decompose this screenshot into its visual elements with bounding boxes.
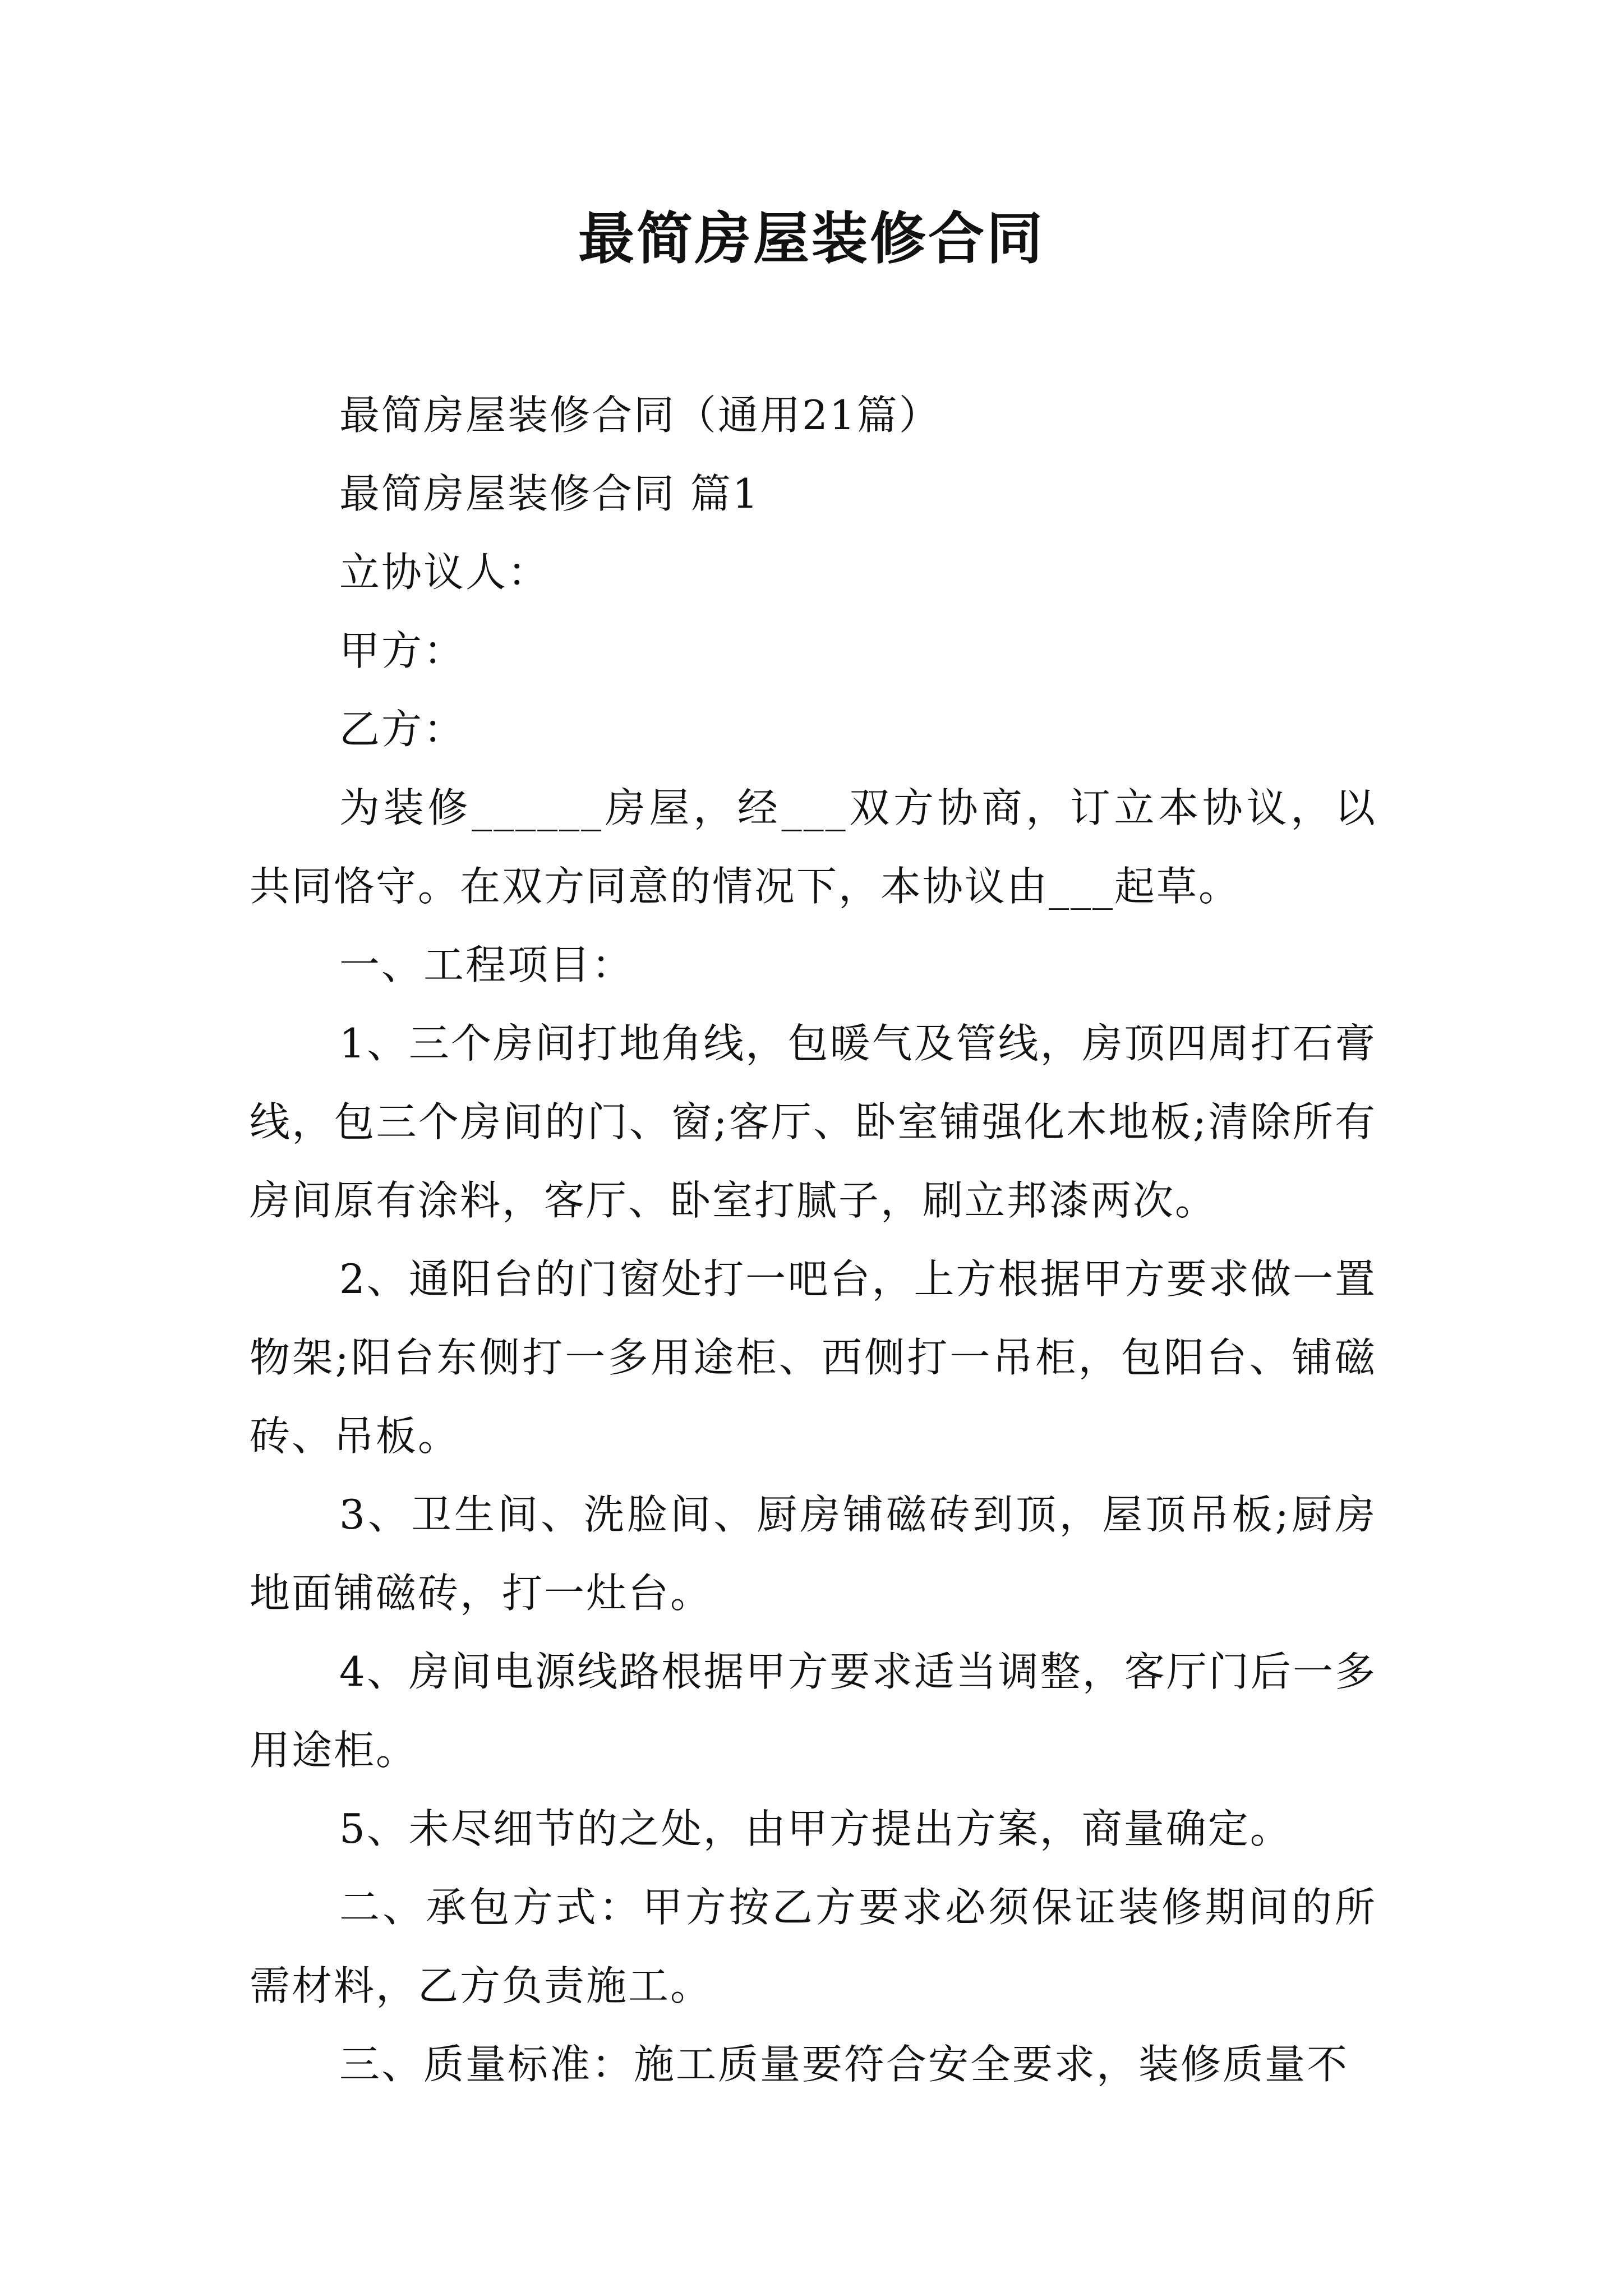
- paragraph-heading-project: 一、工程项目：: [339, 941, 634, 988]
- paragraph-item-4: 4、房间电源线路根据甲方要求适当调整，客厅门后一多用途柜。: [250, 1648, 1377, 1774]
- document-body: [250, 376, 1377, 2104]
- paragraph-contract-method: 二、承包方式：甲方按乙方要求必须保证装修期间的所需材料，乙方负责施工。: [250, 1884, 1377, 2009]
- paragraph-party-a: 甲方：: [339, 627, 466, 674]
- paragraph-parties-label: 立协议人：: [339, 549, 550, 596]
- paragraph-subtitle: 最简房屋装修合同（通用21篇）: [339, 392, 941, 439]
- paragraph-item-1: 1、三个房间打地角线，包暖气及管线，房顶四周打石膏线，包三个房间的门、窗;客厅、卧室铺强化木地板;清除所有房间原有涂料，客厅、卧室打腻子，刷立邦漆两次。: [250, 1020, 1377, 1224]
- paragraph-party-b: 乙方：: [339, 706, 466, 753]
- paragraph-item-5: 5、未尽细节的之处，由甲方提出方案，商量确定。: [339, 1805, 1292, 1852]
- paragraph-item-2: 2、通阳台的门窗处打一吧台，上方根据甲方要求做一置物架;阳台东侧打一多用途柜、西侧打一吊柜，包阳台、铺磁砖、吊板。: [250, 1255, 1377, 1460]
- paragraph-item-3: 3、卫生间、洗脸间、厨房铺磁砖到顶，屋顶吊板;厨房地面铺磁砖，打一灶台。: [250, 1491, 1377, 1617]
- paragraph-preamble: 为装修______房屋，经___双方协商，订立本协议，以共同恪守。在双方同意的情况下，本协议由___起草。: [250, 784, 1377, 910]
- paragraph-quality-standard: 三、质量标准：施工质量要符合安全要求，装修质量不: [339, 2041, 1349, 2088]
- document-title: 最简房屋装修合同: [578, 205, 1045, 272]
- paragraph-section-heading: 最简房屋装修合同 篇1: [339, 470, 760, 517]
